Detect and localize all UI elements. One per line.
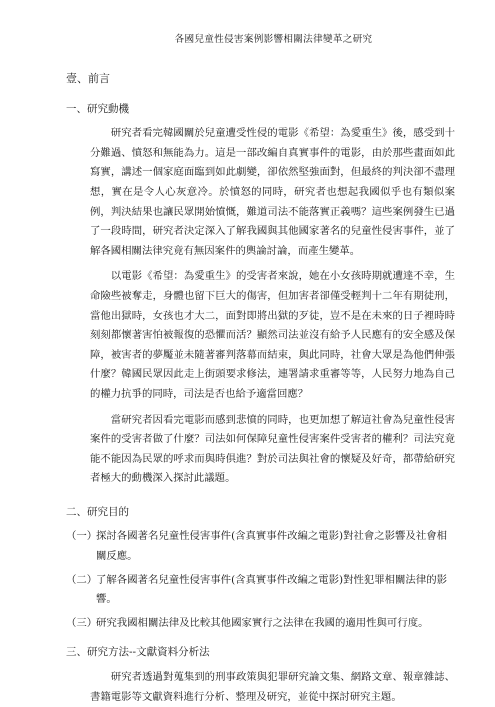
paragraph: 當研究者因看完電影而感到悲憤的同時，也更加想了解這社會為兒童性侵害案件的受害者做了什麼？司法如何保障兒童性侵害案件受害者的權利？司法究竟能不能因為民眾的呼求而與時俱進？對於司法與社會的懷疑及好奇，都帶給研究者極大的動機深入探討此議題。 bbox=[90, 413, 455, 485]
section-heading: 一、研究動機 bbox=[66, 102, 129, 115]
paragraph: 研究者透過對蒐集到的刑事政策與犯罪研究論文集、網路文章、報章雜誌、書籍電影等文獻資料進行分析、整理及研究，並從中探討研究主題。 bbox=[90, 671, 455, 703]
list-item-text: 探討各國著名兒童性侵害事件(含真實事件改編之電影)對社會之影響及社會相關反應。 bbox=[96, 530, 447, 563]
list-item-text: 了解各國著名兒童性侵害事件(含真實事件改編之電影)對性犯罪相關法律的影響。 bbox=[96, 573, 447, 606]
objective-list bbox=[66, 527, 455, 633]
paragraph: 研究者看完韓國關於兒童遭受性侵的電影《希望：為愛重生》後，感受到十分難過、憤怒和無能為力。這是一部改編自真實事件的電影，由於那些畫面如此寫實，講述一個家庭面臨到如此劇變，卻依然堅強面對，但最終的判決卻不盡理想，實在是令人心灰意冷。於憤怒的同時，研究者也想起我國似乎也有類似案例，判決結果也讓民眾開始憤慨，難道司法不能落實正義嗎？這些案例發生已過了一段時間，研究者決定深入了解我國與其他國家著名的兒童性侵害事件，並了解各國相關法律究竟有無因案件的輿論討論，而產生變革。 bbox=[90, 127, 455, 257]
list-item-text: 研究我國相關法律及比較其他國家實行之法律在我國的適用性與可行度。 bbox=[96, 616, 429, 629]
section-motivation bbox=[66, 100, 455, 489]
chapter-heading: 壹、前言 bbox=[66, 72, 110, 85]
list-item bbox=[66, 527, 455, 566]
section-heading: 二、研究目的 bbox=[66, 505, 129, 518]
section-method bbox=[66, 643, 455, 707]
section-heading: 三、研究方法--文獻資料分析法 bbox=[66, 646, 210, 659]
list-item bbox=[66, 614, 455, 634]
section-objectives bbox=[66, 503, 455, 634]
paragraph: 以電影《希望：為愛重生》的受害者來說，她在小女孩時期就遭達不幸，生命險些被奪走，身體也留下巨大的傷害，但加害者卻僅受輕判十二年有期徒刑，當他出獄時，女孩也才大二，面對即將出獄的歹徒，豈不是在未來的日子裡時時刻刻都懷著害怕被報復的恐懼而活？顯然司法並沒有給予人民應有的安全感及保障，被害者的夢魘並未隨著審判落幕而結束，與此同時，社會大眾是為他們伸張什麼？韓國民眾因此走上街頭要求修法，連署請求重審等等，人民努力地為自己的權力抗爭的同時，司法是否也給予適當回應？ bbox=[90, 270, 455, 400]
running-header: 各國兒童性侵害案例影響相關法律變革之研究 bbox=[174, 34, 373, 45]
list-item bbox=[66, 571, 455, 610]
list-item-number: （三） bbox=[66, 616, 98, 629]
list-item-number: （一） bbox=[66, 530, 98, 543]
list-item-number: （二） bbox=[66, 573, 98, 586]
